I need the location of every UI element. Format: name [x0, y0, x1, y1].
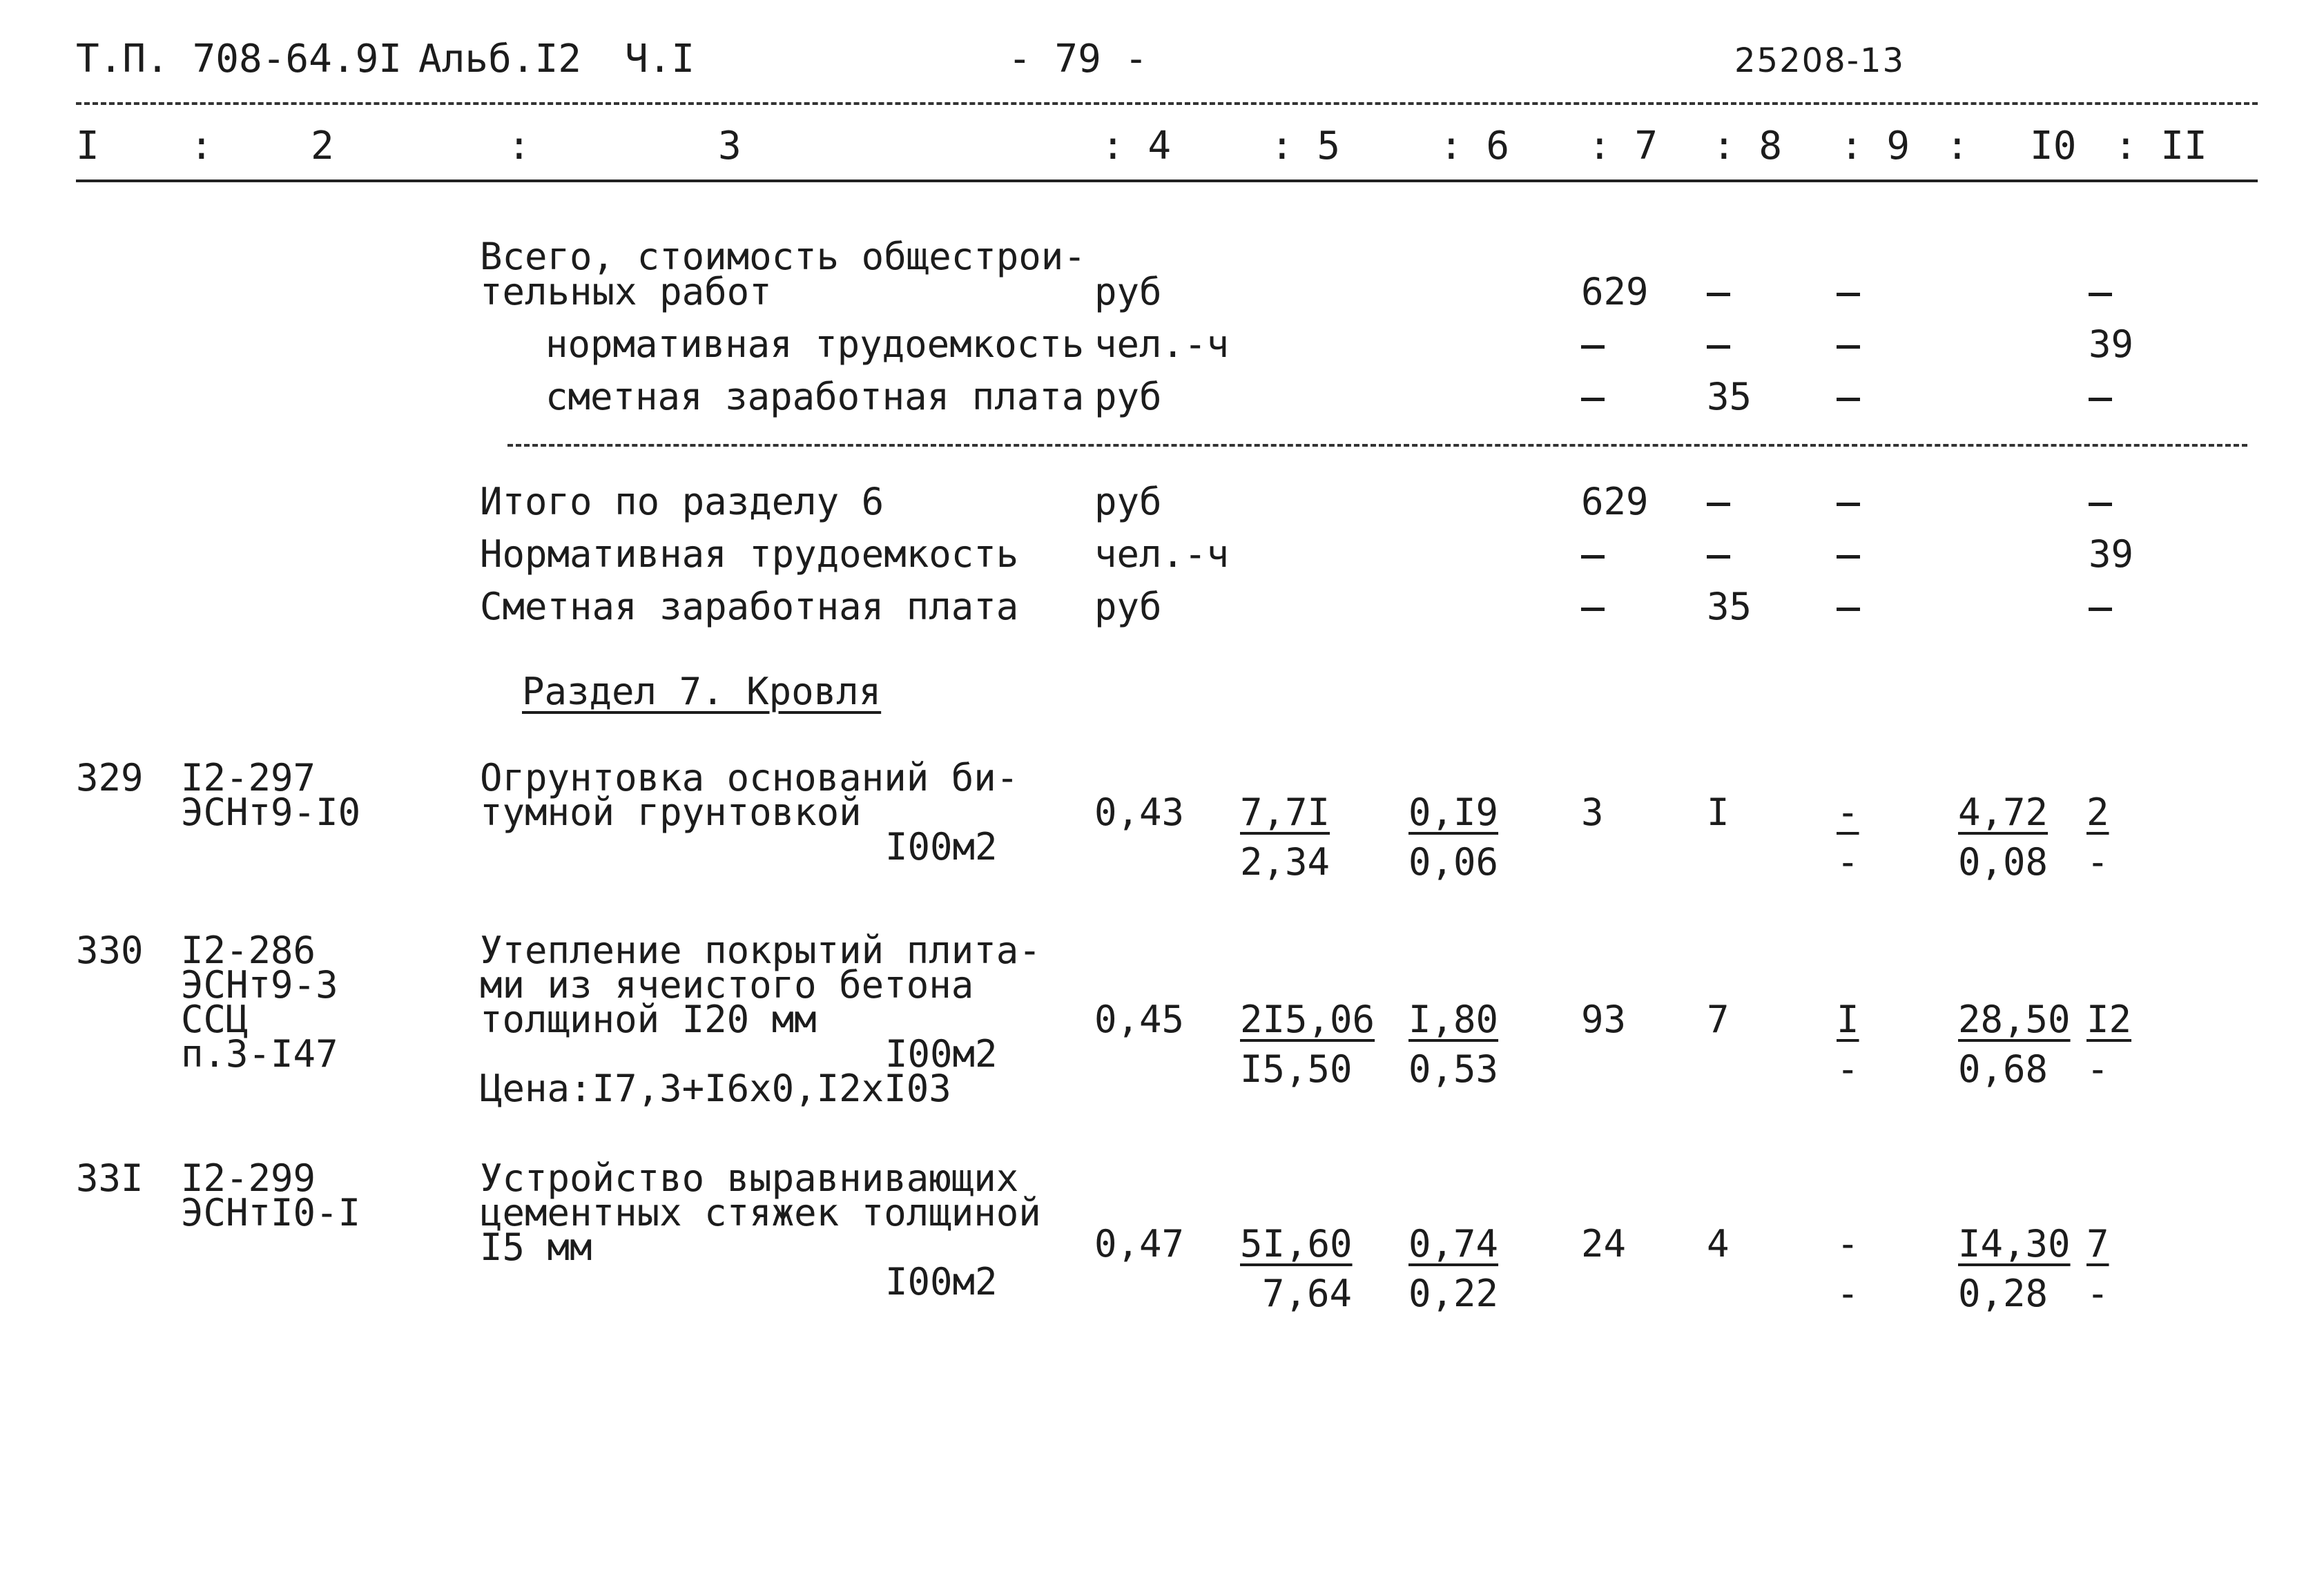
dash-mark: [1837, 293, 1860, 296]
dash-mark: [1837, 608, 1860, 611]
dash-mark: [2089, 398, 2112, 401]
col-sep: :: [507, 124, 531, 168]
dash-mark: [1837, 503, 1860, 506]
section6-total-label: Итого по разделу 6: [480, 480, 884, 523]
dash-mark: [1707, 555, 1730, 559]
section-divider-rule: [507, 444, 2247, 447]
dash-mark: [1581, 555, 1605, 559]
row-331-number: 33I: [76, 1156, 144, 1200]
row-330-desc-cont: ми из ячеистого бетона: [480, 963, 974, 1007]
totals-general-label-cont: тельных работ: [480, 270, 772, 313]
dash-mark: [1581, 608, 1605, 611]
col-sep: :: [1946, 124, 1969, 168]
row-331-c4: 0,47: [1094, 1222, 1185, 1266]
col-4-header: : 4: [1101, 124, 1172, 168]
col-1-header: I: [76, 124, 99, 168]
dash-mark: [1581, 398, 1605, 401]
row-329-code: I2-297: [181, 756, 316, 799]
col-6-header: : 6: [1440, 124, 1510, 168]
totals-general-c8: 35: [1707, 375, 1752, 418]
row-329-c8: I: [1707, 791, 1730, 834]
dash-mark: [1581, 345, 1605, 349]
dash-mark: [1707, 345, 1730, 349]
totals-general-wage-label: сметная заработная плата: [545, 375, 1085, 418]
totals-general-labor-label: нормативная трудоемкость: [545, 322, 1085, 366]
row-330-c7: 93: [1581, 998, 1627, 1041]
row-329-number: 329: [76, 756, 144, 799]
row-330-c10-top: 28,50: [1958, 998, 2071, 1041]
row-330-c11-top: I2: [2086, 998, 2132, 1041]
row-331-desc-cont-2: I5 мм: [480, 1225, 592, 1269]
header-bottom-rule: [76, 180, 2258, 182]
row-331-desc: Устройство выравнивающих: [480, 1156, 1019, 1200]
row-330-c11-bottom: -: [2086, 1047, 2109, 1091]
row-330-c5-top: 2I5,06: [1240, 998, 1375, 1041]
col-7-header: : 7: [1588, 124, 1658, 168]
row-329-c11-bottom: -: [2086, 840, 2109, 884]
row-329-c10-top: 4,72: [1958, 791, 2049, 834]
row-329-c5-bottom: 2,34: [1240, 840, 1330, 884]
row-330-c9-top: I: [1837, 998, 1859, 1041]
row-330-c4: 0,45: [1094, 998, 1185, 1041]
row-331-c10-top: I4,30: [1958, 1222, 2071, 1266]
row-329-desc: Огрунтовка оснований би-: [480, 756, 1019, 799]
col-2-header: 2: [311, 124, 334, 168]
header-top-rule: [76, 102, 2258, 105]
row-329-c7: 3: [1581, 791, 1604, 834]
dash-mark: [1837, 555, 1860, 559]
row-329-c6-top: 0,I9: [1408, 791, 1499, 834]
row-331-c6-bottom: 0,22: [1408, 1272, 1499, 1315]
row-331-c9-bottom: -: [1837, 1272, 1859, 1315]
dash-mark: [2089, 503, 2112, 506]
totals-general-label: Всего, стоимость общестрои-: [480, 235, 1086, 278]
section6-wage-label: Сметная заработная плата: [480, 585, 1019, 628]
section6-total-unit: руб: [1094, 480, 1162, 523]
dash-mark: [2089, 608, 2112, 611]
section6-labor-label: Нормативная трудоемкость: [480, 532, 1019, 576]
section6-wage-c8: 35: [1707, 585, 1752, 628]
row-330-c9-bottom: -: [1837, 1047, 1859, 1091]
totals-general-labor-unit: чел.-ч: [1094, 322, 1230, 366]
row-331-desc-cont: цементных стяжек толщиной: [480, 1191, 1041, 1234]
section6-wage-unit: руб: [1094, 585, 1162, 628]
totals-general-c11: 39: [2089, 322, 2134, 366]
row-331-code: I2-299: [181, 1156, 316, 1200]
section6-labor-unit: чел.-ч: [1094, 532, 1230, 576]
part-label: Ч.I: [625, 37, 695, 81]
section7-title: Раздел 7. Кровля: [522, 670, 882, 713]
totals-general-c7: 629: [1581, 270, 1649, 313]
col-11-header: : II: [2114, 124, 2207, 168]
dash-mark: [2089, 293, 2112, 296]
row-331-c8: 4: [1707, 1222, 1730, 1266]
row-329-unit: I00м2: [885, 825, 998, 869]
row-330-c5-bottom: I5,50: [1240, 1047, 1353, 1091]
dash-mark: [1837, 345, 1860, 349]
row-329-c10-bottom: 0,08: [1958, 840, 2049, 884]
handwritten-doc-number: 25208-13: [1734, 41, 1906, 80]
doc-tp-number: Т.П. 708-64.9I: [76, 37, 403, 81]
row-331-c10-bottom: 0,28: [1958, 1272, 2049, 1315]
row-331-c9-top: -: [1837, 1222, 1859, 1266]
row-329-c6-bottom: 0,06: [1408, 840, 1499, 884]
dash-mark: [1707, 293, 1730, 296]
totals-general-unit: руб: [1094, 270, 1162, 313]
col-9-header: : 9: [1840, 124, 1910, 168]
col-10-header: I0: [2030, 124, 2077, 168]
row-330-c8: 7: [1707, 998, 1730, 1041]
row-330-price-note: Цена:I7,3+I6х0,I2хI03: [480, 1067, 951, 1110]
col-sep: :: [190, 124, 213, 168]
row-330-unit: I00м2: [885, 1032, 998, 1076]
col-3-header: 3: [718, 124, 742, 168]
row-329-c11-top: 2: [2086, 791, 2109, 834]
row-329-code-esn: ЭСНт9-I0: [181, 791, 361, 834]
album-label: Альб.I2: [418, 37, 582, 81]
dash-mark: [1707, 503, 1730, 506]
row-330-c6-top: I,80: [1408, 998, 1499, 1041]
row-329-desc-cont: тумной грунтовкой: [480, 791, 862, 834]
dash-mark: [1837, 398, 1860, 401]
col-5-header: : 5: [1270, 124, 1341, 168]
row-331-c11-bottom: -: [2086, 1272, 2109, 1315]
section6-total-c7: 629: [1581, 480, 1649, 523]
row-330-desc-cont-2: толщиной I20 мм: [480, 998, 817, 1041]
row-330-c6-bottom: 0,53: [1408, 1047, 1499, 1091]
row-329-c9-bottom: -: [1837, 840, 1859, 884]
row-331-c7: 24: [1581, 1222, 1627, 1266]
row-329-c9-top: -: [1837, 791, 1859, 834]
row-330-code-item: п.3-I47: [181, 1032, 338, 1076]
col-8-header: : 8: [1712, 124, 1783, 168]
row-330-number: 330: [76, 929, 144, 972]
page-number: - 79 -: [1008, 37, 1148, 81]
row-331-c5-bottom: 7,64: [1262, 1272, 1353, 1315]
row-330-c10-bottom: 0,68: [1958, 1047, 2049, 1091]
row-330-code-ssc: ССЦ: [181, 998, 249, 1041]
row-330-code: I2-286: [181, 929, 316, 972]
row-330-desc: Утепление покрытий плита-: [480, 929, 1041, 972]
row-329-c5-top: 7,7I: [1240, 791, 1330, 834]
row-331-c5-top: 5I,60: [1240, 1222, 1353, 1266]
row-331-code-esn: ЭСНтI0-I: [181, 1191, 361, 1234]
row-329-c4: 0,43: [1094, 791, 1185, 834]
row-331-c6-top: 0,74: [1408, 1222, 1499, 1266]
row-331-c11-top: 7: [2086, 1222, 2109, 1266]
row-331-unit: I00м2: [885, 1260, 998, 1303]
row-330-code-esn: ЭСНт9-3: [181, 963, 338, 1007]
totals-general-wage-unit: руб: [1094, 375, 1162, 418]
section6-labor-c11: 39: [2089, 532, 2134, 576]
